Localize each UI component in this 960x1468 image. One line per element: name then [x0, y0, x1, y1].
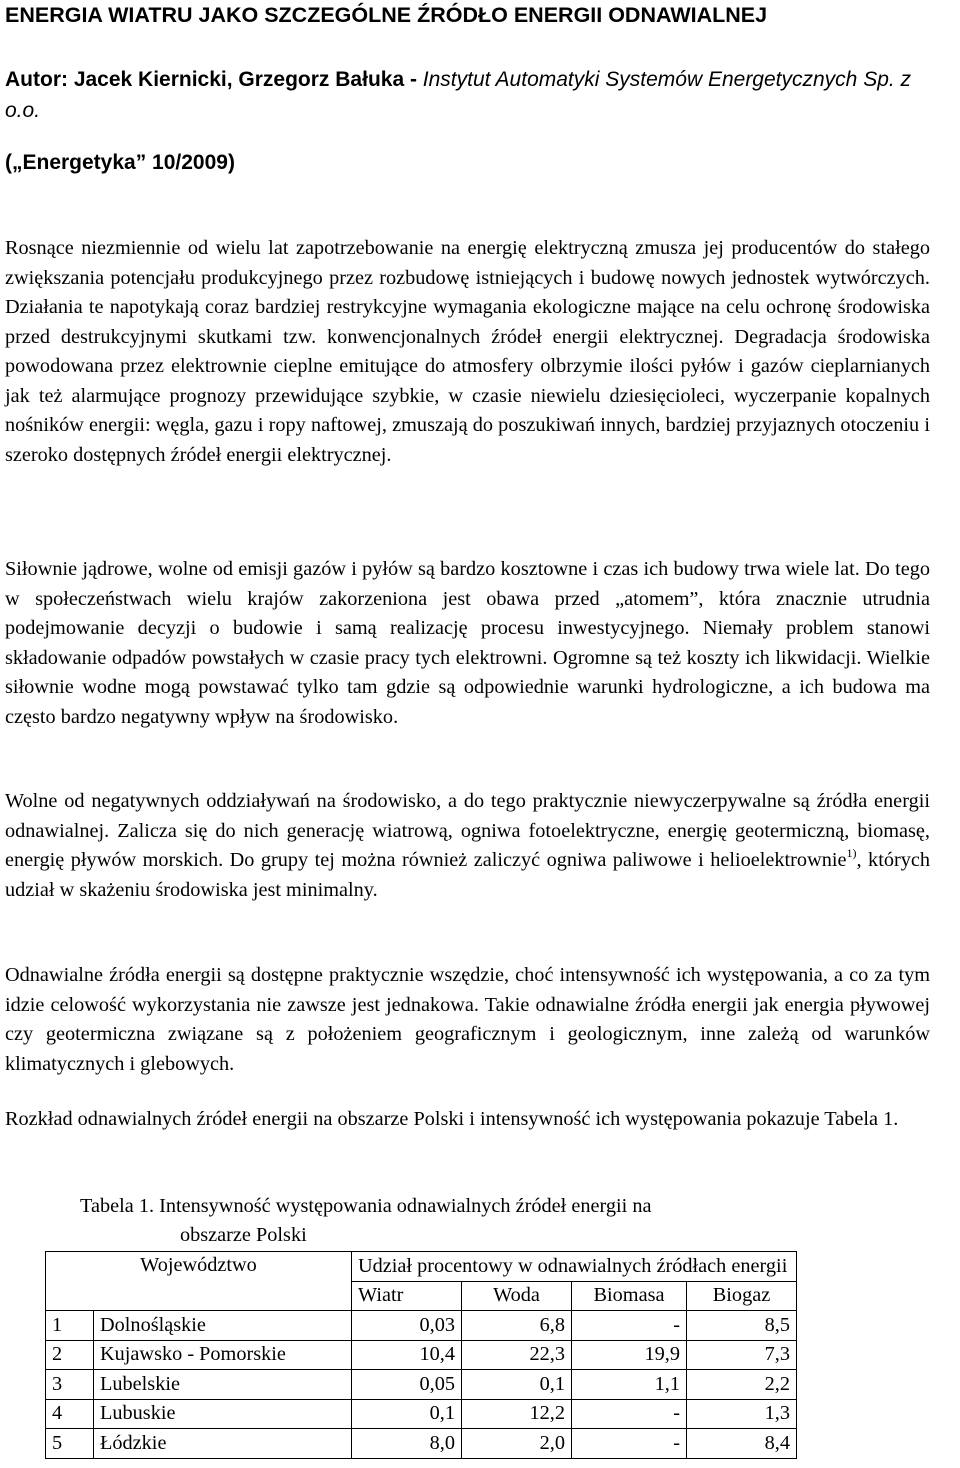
header-group: Udział procentowy w odnawialnych źródłach energii — [352, 1252, 797, 1282]
author-institute: Instytut Automatyki Systemów Energetycznych Sp. z o.o. — [5, 68, 912, 122]
source-note: („Energetyka” 10/2009) — [5, 151, 235, 174]
value-wiatr: 0,1 — [352, 1399, 462, 1429]
header-wiatr: Wiatr — [352, 1281, 462, 1311]
region-name: Łódzkie — [94, 1429, 352, 1459]
header-biomasa: Biomasa — [572, 1281, 687, 1311]
value-woda: 22,3 — [462, 1340, 572, 1370]
table-caption — [80, 1192, 840, 1250]
renewable-energy-table — [45, 1251, 797, 1459]
table-header-row — [46, 1252, 797, 1282]
value-biomasa: 19,9 — [572, 1340, 687, 1370]
footnote-marker: 1) — [846, 846, 857, 860]
paragraph-3-text-end: , których udział w skażeniu środowiska jest minimalny. — [5, 849, 931, 901]
row-number: 1 — [46, 1311, 94, 1341]
value-biogaz: 8,4 — [687, 1429, 797, 1459]
value-woda: 0,1 — [462, 1370, 572, 1400]
value-wiatr: 0,05 — [352, 1370, 462, 1400]
author-names: Autor: Jacek Kiernicki, Grzegorz Bałuka - — [5, 68, 423, 91]
row-number: 4 — [46, 1399, 94, 1429]
value-biogaz: 8,5 — [687, 1311, 797, 1341]
value-biogaz: 1,3 — [687, 1399, 797, 1429]
table-row — [46, 1311, 797, 1341]
value-biogaz: 2,2 — [687, 1370, 797, 1400]
value-wiatr: 10,4 — [352, 1340, 462, 1370]
row-number: 3 — [46, 1370, 94, 1400]
table-row — [46, 1370, 797, 1400]
table-row — [46, 1429, 797, 1459]
value-woda: 6,8 — [462, 1311, 572, 1341]
value-biomasa: - — [572, 1311, 687, 1341]
document-title: ENERGIA WIATRU JAKO SZCZEGÓLNE ŹRÓDŁO ENERGII ODNAWIALNEJ — [5, 3, 768, 27]
region-name: Kujawsko - Pomorskie — [94, 1340, 352, 1370]
value-biomasa: - — [572, 1429, 687, 1459]
header-woda: Woda — [462, 1281, 572, 1311]
paragraph-5: Rozkład odnawialnych źródeł energii na obszarze Polski i intensywność ich występowania pokazuje Tabela 1. — [5, 1108, 899, 1130]
paragraph-1: Rosnące niezmiennie od wielu lat zapotrzebowanie na energię elektryczną zmusza jej producentów do stałego zwiększania potencjału produkcyjnego przez rozbudowę istniejących i budowę nowych jednostek wytwórczych. Działania te napotykają coraz bardziej restrykcyjne wymagania ekologiczne mające na celu ochronę środowiska przed destrukcyjnymi skutkami tzw. konwencjonalnych źródeł energii elektrycznej. Degradacja środowiska powodowana przez elektrownie cieplne emitujące do atmosfery olbrzymie ilości pyłów i gazów cieplarnianych jak też alarmujące prognozy przewidujące szybkie, w czasie niewielu dziesięcioleci, wyczerpanie kopalnych nośników energii: węgla, gazu i ropy naftowej, zmuszają do poszukiwań innych, bardziej przyjaznych otoczeniu i szeroko dostępnych źródeł energii elektrycznej. — [5, 237, 930, 466]
header-region: Województwo — [46, 1252, 352, 1311]
row-number: 2 — [46, 1340, 94, 1370]
value-woda: 2,0 — [462, 1429, 572, 1459]
table-row — [46, 1340, 797, 1370]
value-wiatr: 8,0 — [352, 1429, 462, 1459]
author-line — [5, 64, 930, 126]
table-row — [46, 1399, 797, 1429]
value-wiatr: 0,03 — [352, 1311, 462, 1341]
paragraph-2: Siłownie jądrowe, wolne od emisji gazów i pyłów są bardzo kosztowne i czas ich budowy trwa wiele lat. Do tego w społeczeństwach wielu krajów zakorzeniona jest obawa przed „atomem”, która znacznie utrudnia podejmowanie decyzji o budowie i samą realizację procesu inwestycyjnego. Niemały problem stanowi składowanie odpadów powstałych w czasie pracy tych elektrowni. Ogromne są też koszty ich likwidacji. Wielkie siłownie wodne mogą powstawać tylko tam gdzie są odpowiednie warunki hydrologiczne, a ich budowa ma często bardzo negatywny wpływ na środowisko. — [5, 558, 930, 728]
table-caption-line-2: obszarze Polski — [180, 1224, 307, 1246]
row-number: 5 — [46, 1429, 94, 1459]
region-name: Lubelskie — [94, 1370, 352, 1400]
value-biogaz: 7,3 — [687, 1340, 797, 1370]
value-woda: 12,2 — [462, 1399, 572, 1429]
paragraph-4: Odnawialne źródła energii są dostępne praktycznie wszędzie, choć intensywność ich występowania, a co za tym idzie celowość wykorzystania nie zawsze jest jednakowa. Takie odnawialne źródła energii jak energia pływowej czy geotermiczna związane są z położeniem geograficznym i geologicznym, inne zależą od warunków klimatycznych i glebowych. — [5, 964, 930, 1075]
region-name: Dolnośląskie — [94, 1311, 352, 1341]
header-biogaz: Biogaz — [687, 1281, 797, 1311]
value-biomasa: - — [572, 1399, 687, 1429]
region-name: Lubuskie — [94, 1399, 352, 1429]
paragraph-3 — [5, 787, 930, 905]
paragraph-3-text: Wolne od negatywnych oddziaływań na środowisko, a do tego praktycznie niewyczerpywalne są źródła energii odnawialnej. Zalicza się do nich generację wiatrową, ogniwa fotoelektryczne, energię geotermiczną, biomasę, energię pływów morskich. Do grupy tej można również zaliczyć ogniwa paliwowe i helioelektrownie — [5, 790, 930, 871]
value-biomasa: 1,1 — [572, 1370, 687, 1400]
table-caption-line-1: Tabela 1. Intensywność występowania odnawialnych źródeł energii na — [80, 1195, 652, 1217]
